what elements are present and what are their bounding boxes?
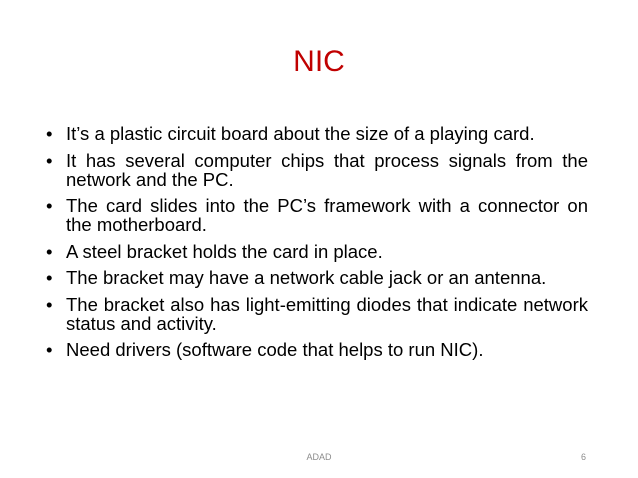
bullet-item: • It has several computer chips that process signals from the network and the PC. [46,151,588,189]
bullet-item: • The bracket may have a network cable jack or an antenna. [46,268,588,287]
bullet-item: • It’s a plastic circuit board about the size of a playing card. [46,124,588,143]
footer-text: ADAD [306,452,332,462]
bullet-item: • The bracket also has light-emitting diodes that indicate network status and activity. [46,295,588,333]
bullet-item: • A steel bracket holds the card in place. [46,242,588,261]
bullet-item: • Need drivers (software code that helps to run NIC). [46,340,588,359]
bullet-list [46,124,588,367]
bullet-item: • The card slides into the PC’s framework with a connector on the motherboard. [46,196,588,234]
page-number: 6 [580,452,586,462]
slide-title: NIC [293,45,345,78]
